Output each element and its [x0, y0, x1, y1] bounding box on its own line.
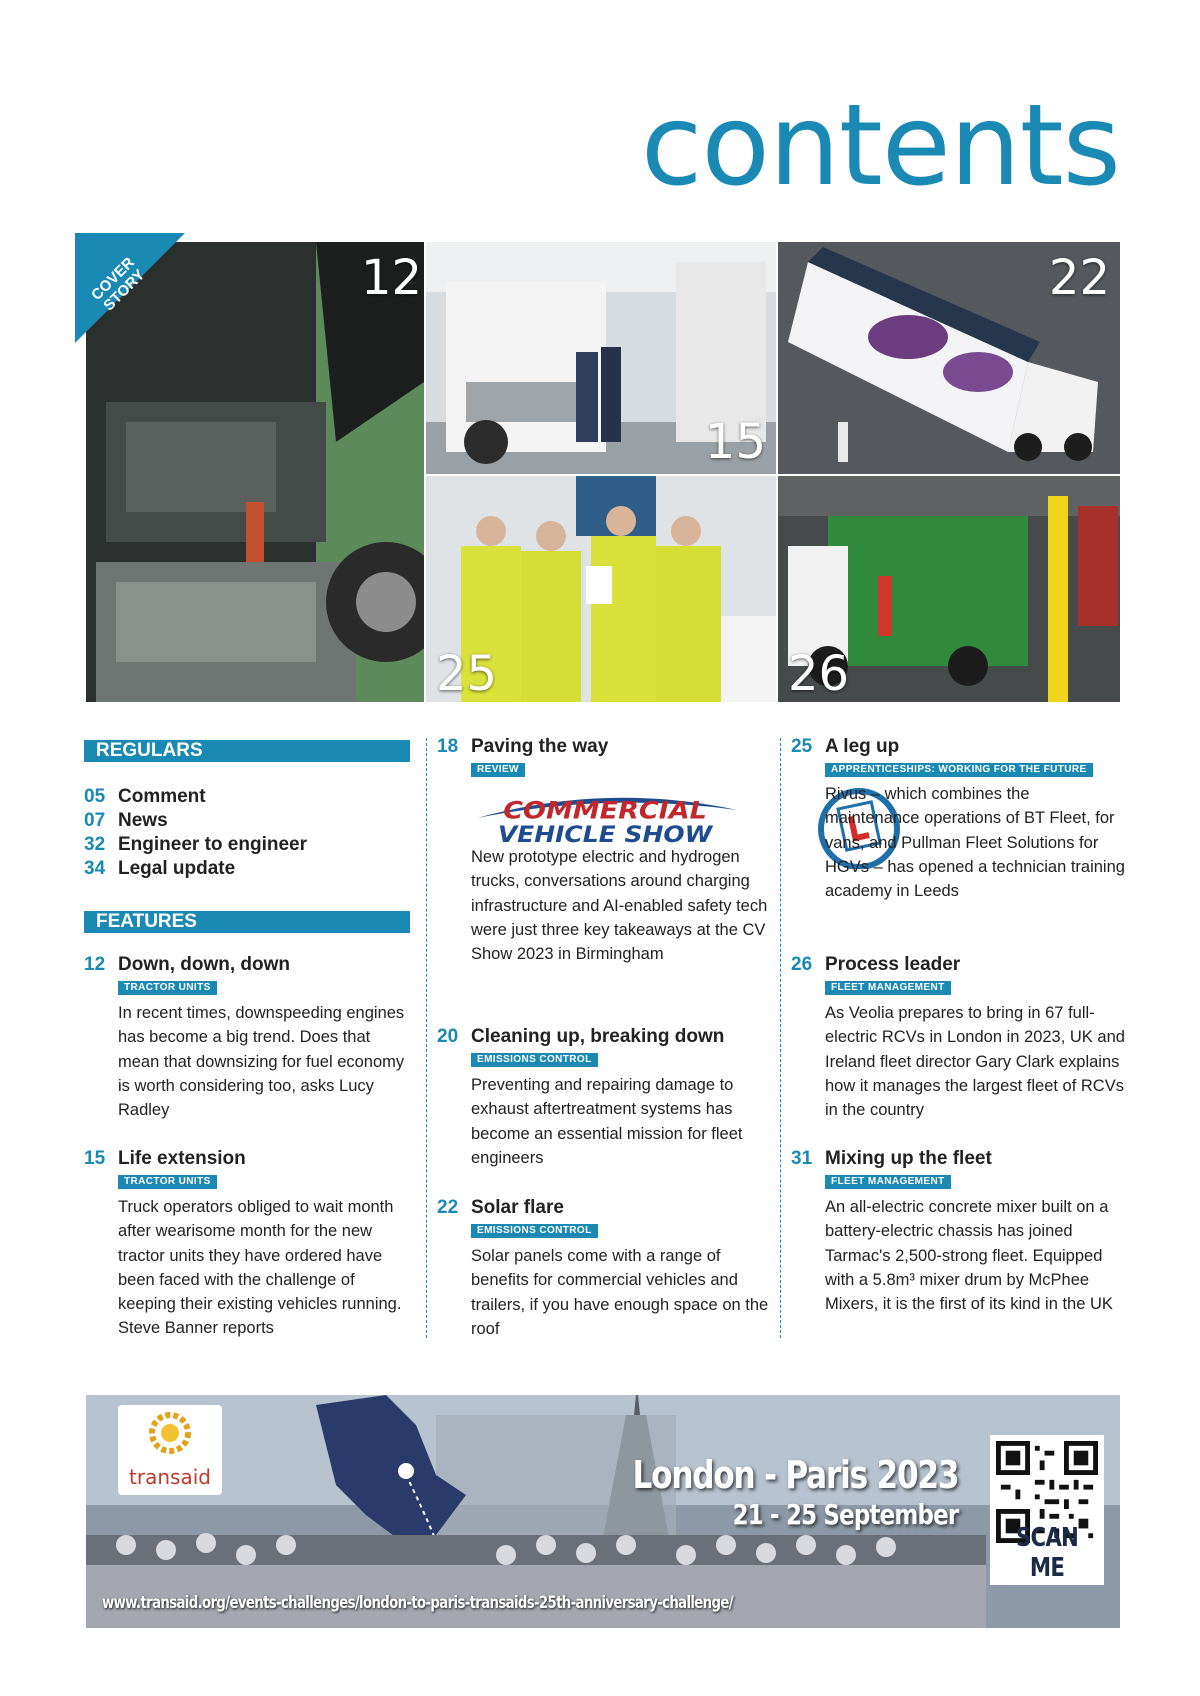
photo-page-number: 12 — [361, 250, 423, 306]
category-tag: APPRENTICESHIPS: WORKING FOR THE FUTURE — [825, 763, 1093, 777]
event-dates: 21 - 25 September — [732, 1498, 958, 1531]
sun-icon — [118, 1405, 222, 1465]
category-tag: FLEET MANAGEMENT — [825, 1175, 951, 1189]
list-item[interactable]: 34 Legal update — [84, 858, 236, 879]
entry-description: An all-electric concrete mixer built on a battery-electric chassis has joined Tarmac's 2,500-strong fleet. Equipped with a 5.8m³ mixer drum by McPhee Mixers, it is the first of its kind in the UK — [825, 1198, 1113, 1314]
cover-story-flag — [75, 233, 195, 343]
article-entry[interactable] — [437, 735, 777, 966]
cv-show-logo-line2: VEHICLE SHOW — [497, 821, 713, 846]
entry-title: Life extension — [118, 1148, 246, 1169]
entry-title: Solar flare — [471, 1197, 564, 1218]
entry-description: Truck operators obliged to wait month after wearisome month for the new tractor units they have ordered have been faced with the challenge of keeping their existing vehicles running. Steve Banner reports — [118, 1198, 402, 1338]
column-divider — [780, 738, 781, 1338]
entry-page-number: 15 — [84, 1148, 106, 1169]
entry-title: Mixing up the fleet — [825, 1148, 992, 1169]
entry-title: Down, down, down — [118, 954, 291, 975]
list-item[interactable]: 07 News — [84, 810, 168, 831]
entry-title: Process leader — [825, 954, 961, 975]
transaid-logo — [118, 1405, 222, 1495]
article-entry[interactable] — [437, 1196, 777, 1341]
photo-page-number: 15 — [704, 414, 766, 470]
article-entry[interactable] — [84, 953, 414, 1122]
category-tag: REVIEW — [471, 763, 525, 777]
entry-title: Paving the way — [471, 736, 609, 757]
article-entry[interactable] — [84, 1147, 414, 1341]
entry-page-number: 18 — [437, 736, 459, 757]
photo-page-number: 26 — [788, 646, 850, 702]
event-url-link[interactable]: www.transaid.org/events-challenges/london-to-paris-transaids-25th-anniversary-challenge/ — [102, 1593, 733, 1613]
photo-rivus-academy-team[interactable] — [426, 476, 776, 702]
category-tag: TRACTOR UNITS — [118, 981, 217, 995]
regulars-list — [84, 785, 307, 881]
page-title: contents — [640, 81, 1120, 211]
cover-story-label: COVER STORY — [88, 254, 149, 315]
category-tag: EMISSIONS CONTROL — [471, 1224, 598, 1238]
entry-description: In recent times, downspeeding engines has become a big trend. Does that mean that downsizing for fuel economy is worth considering too, asks Lucy Radley — [118, 1004, 405, 1120]
scan-me-label: SCAN ME — [1015, 1523, 1079, 1583]
article-entry[interactable] — [791, 1147, 1125, 1316]
list-item[interactable]: 05 Comment — [84, 786, 206, 807]
cv-show-logo-line1: COMMERCIAL — [503, 796, 707, 826]
entry-page-number: 25 — [791, 736, 813, 757]
entry-description: Preventing and repairing damage to exhaust aftertreatment systems has become an essential mission for fleet engineers — [471, 1076, 743, 1167]
photo-workshop-truck[interactable] — [426, 242, 776, 474]
list-item[interactable]: 32 Engineer to engineer — [84, 834, 307, 855]
section-heading-regulars: REGULARS — [84, 740, 410, 762]
photo-veolia-electric-rcv[interactable] — [778, 476, 1120, 702]
article-entry[interactable] — [791, 953, 1125, 1122]
photo-page-number: 22 — [1048, 250, 1110, 306]
photo-page-number: 25 — [436, 646, 498, 702]
entry-title: A leg up — [825, 736, 900, 757]
entry-page-number: 31 — [791, 1148, 813, 1169]
entry-description: As Veolia prepares to bring in 67 full-electric RCVs in London in 2023, UK and Ireland fleet director Gary Clark explains how it manages the largest fleet of RCVs in the country — [825, 1004, 1125, 1120]
category-tag: FLEET MANAGEMENT — [825, 981, 951, 995]
section-heading-features: FEATURES — [84, 911, 410, 933]
entry-page-number: 20 — [437, 1026, 459, 1047]
entry-page-number: 22 — [437, 1197, 459, 1218]
transaid-logo-text: transaid — [129, 1465, 211, 1489]
photo-ocado-solar-truck[interactable] — [778, 242, 1120, 474]
category-tag: TRACTOR UNITS — [118, 1175, 217, 1189]
article-entry[interactable] — [437, 1025, 777, 1170]
category-tag: EMISSIONS CONTROL — [471, 1053, 598, 1067]
qr-code[interactable] — [990, 1435, 1104, 1585]
entry-page-number: 26 — [791, 954, 813, 975]
transaid-event-banner[interactable] — [86, 1395, 1120, 1628]
entry-description: Rivus – which combines the maintenance operations of BT Fleet, for vans, and Pullman Fleet Solutions for HGVs – has opened a technician training academy in Leeds — [825, 785, 1125, 901]
entry-description: New prototype electric and hydrogen trucks, conversations around charging infrastructure and AI-enabled safety tech were just three key takeaways at the CV Show 2023 in Birmingham — [471, 848, 768, 964]
entry-description: Solar panels come with a range of benefits for commercial vehicles and trailers, if you have enough space on the roof — [471, 1247, 769, 1338]
column-divider — [426, 738, 427, 1338]
event-title: London - Paris 2023 — [632, 1453, 958, 1497]
entry-title: Cleaning up, breaking down — [471, 1026, 725, 1047]
entry-page-number: 12 — [84, 954, 106, 975]
cv-show-logo — [467, 788, 747, 846]
article-entry[interactable] — [791, 735, 1125, 777]
